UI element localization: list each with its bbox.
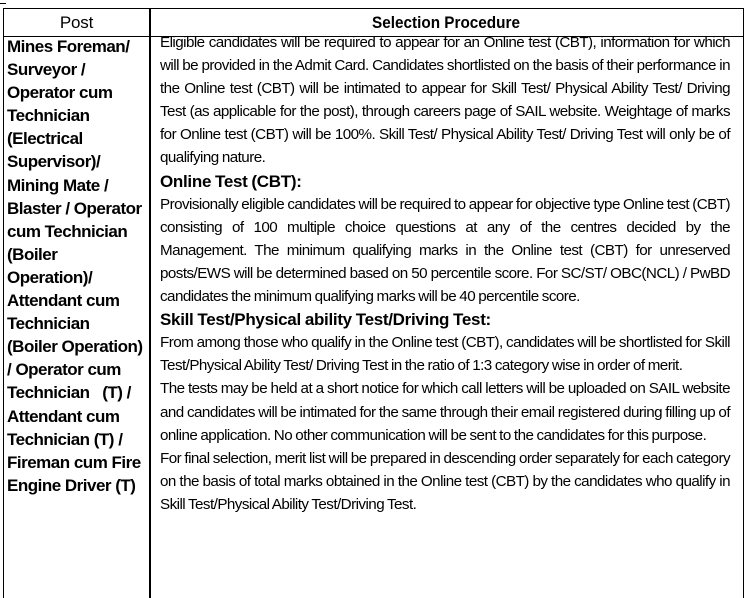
- intro-paragraph: Eligible candidates will be required to appear for an Online test (CBT), information for which will be provided in the Admit Card. Candidates shortlisted on the basis of their performance in the Online test (CBT) will be intimated to appear for Skill Test/ Physical Ability Test/ Driving Test (as applicable for the post), through careers page of SAIL website. Weightage of marks for Online test (CBT) will be 100%. Skill Test/ Physical Ability Test/ Driving Test will only be of qualifying nature.: [160, 34, 730, 167]
- selection-column-header: Selection Procedure: [372, 13, 520, 32]
- column-divider: [149, 9, 151, 598]
- post-line: Technician: [7, 106, 90, 126]
- post-line: (Boiler: [7, 244, 58, 264]
- post-line: Operator cum: [7, 83, 113, 103]
- post-line: (Electrical: [7, 129, 83, 149]
- post-line: Technician: [7, 314, 90, 334]
- post-line: Technician (T) /: [7, 383, 131, 403]
- skill-test-paragraph-3: For final selection, merit list will be prepared in descending order separately for each category on the basis of total marks obtained in the Online test (CBT) by the candidates who qualify in Skill Test/Physical Ability Test/Driving Test.: [160, 449, 730, 513]
- post-line: Technician (T) /: [7, 429, 123, 449]
- skill-test-paragraph-1: From among those who qualify in the Online test (CBT), candidates will be shortlisted for Skill Test/Physical Ability Test/ Driving Test in the ratio of 1:3 category wise in order of merit.: [160, 334, 730, 375]
- post-line: Engine Driver (T): [7, 475, 136, 495]
- skill-test-paragraph-2: The tests may be held at a short notice for which call letters will be uploaded on SAIL website and candidates will be intimated for the same through their email registered during filling up of online application. No other communication will be sent to the candidates for this purpose.: [160, 380, 730, 444]
- post-line: (Boiler Operation): [7, 337, 143, 357]
- post-line: Mining Mate /: [7, 175, 109, 195]
- post-names-cell: [7, 35, 145, 497]
- post-line: Mines Foreman/: [7, 37, 130, 56]
- post-line: Operation)/: [7, 267, 93, 287]
- post-line: Supervisor)/: [7, 152, 101, 172]
- post-line: Surveyor /: [7, 60, 86, 80]
- online-test-paragraph: Provisionally eligible candidates will be required to appear for objective type Online test (CBT) consisting of 100 multiple choice questions at any of the centres decided by the Management. The minimum qualifying marks in the Online test (CBT) for unreserved posts/EWS will be determined based on 50 percentile score. For SC/ST/ OBC(NCL) / PwBD candidates the minimum qualifying marks will be 40 percentile score.: [160, 195, 730, 306]
- post-column-header: Post: [59, 13, 94, 32]
- post-line: Attendant cum: [7, 291, 120, 311]
- top-edge-mark: [0, 0, 6, 4]
- post-line: Attendant cum: [7, 406, 120, 426]
- selection-procedure-cell: [160, 31, 730, 516]
- online-test-heading: Online Test (CBT):: [160, 171, 302, 191]
- skill-test-heading: Skill Test/Physical ability Test/Driving Test:: [160, 310, 491, 330]
- post-line: Blaster / Operator: [7, 198, 142, 218]
- post-line: Fireman cum Fire: [7, 452, 141, 472]
- post-line: cum Technician: [7, 221, 128, 241]
- post-line: / Operator cum: [7, 360, 121, 380]
